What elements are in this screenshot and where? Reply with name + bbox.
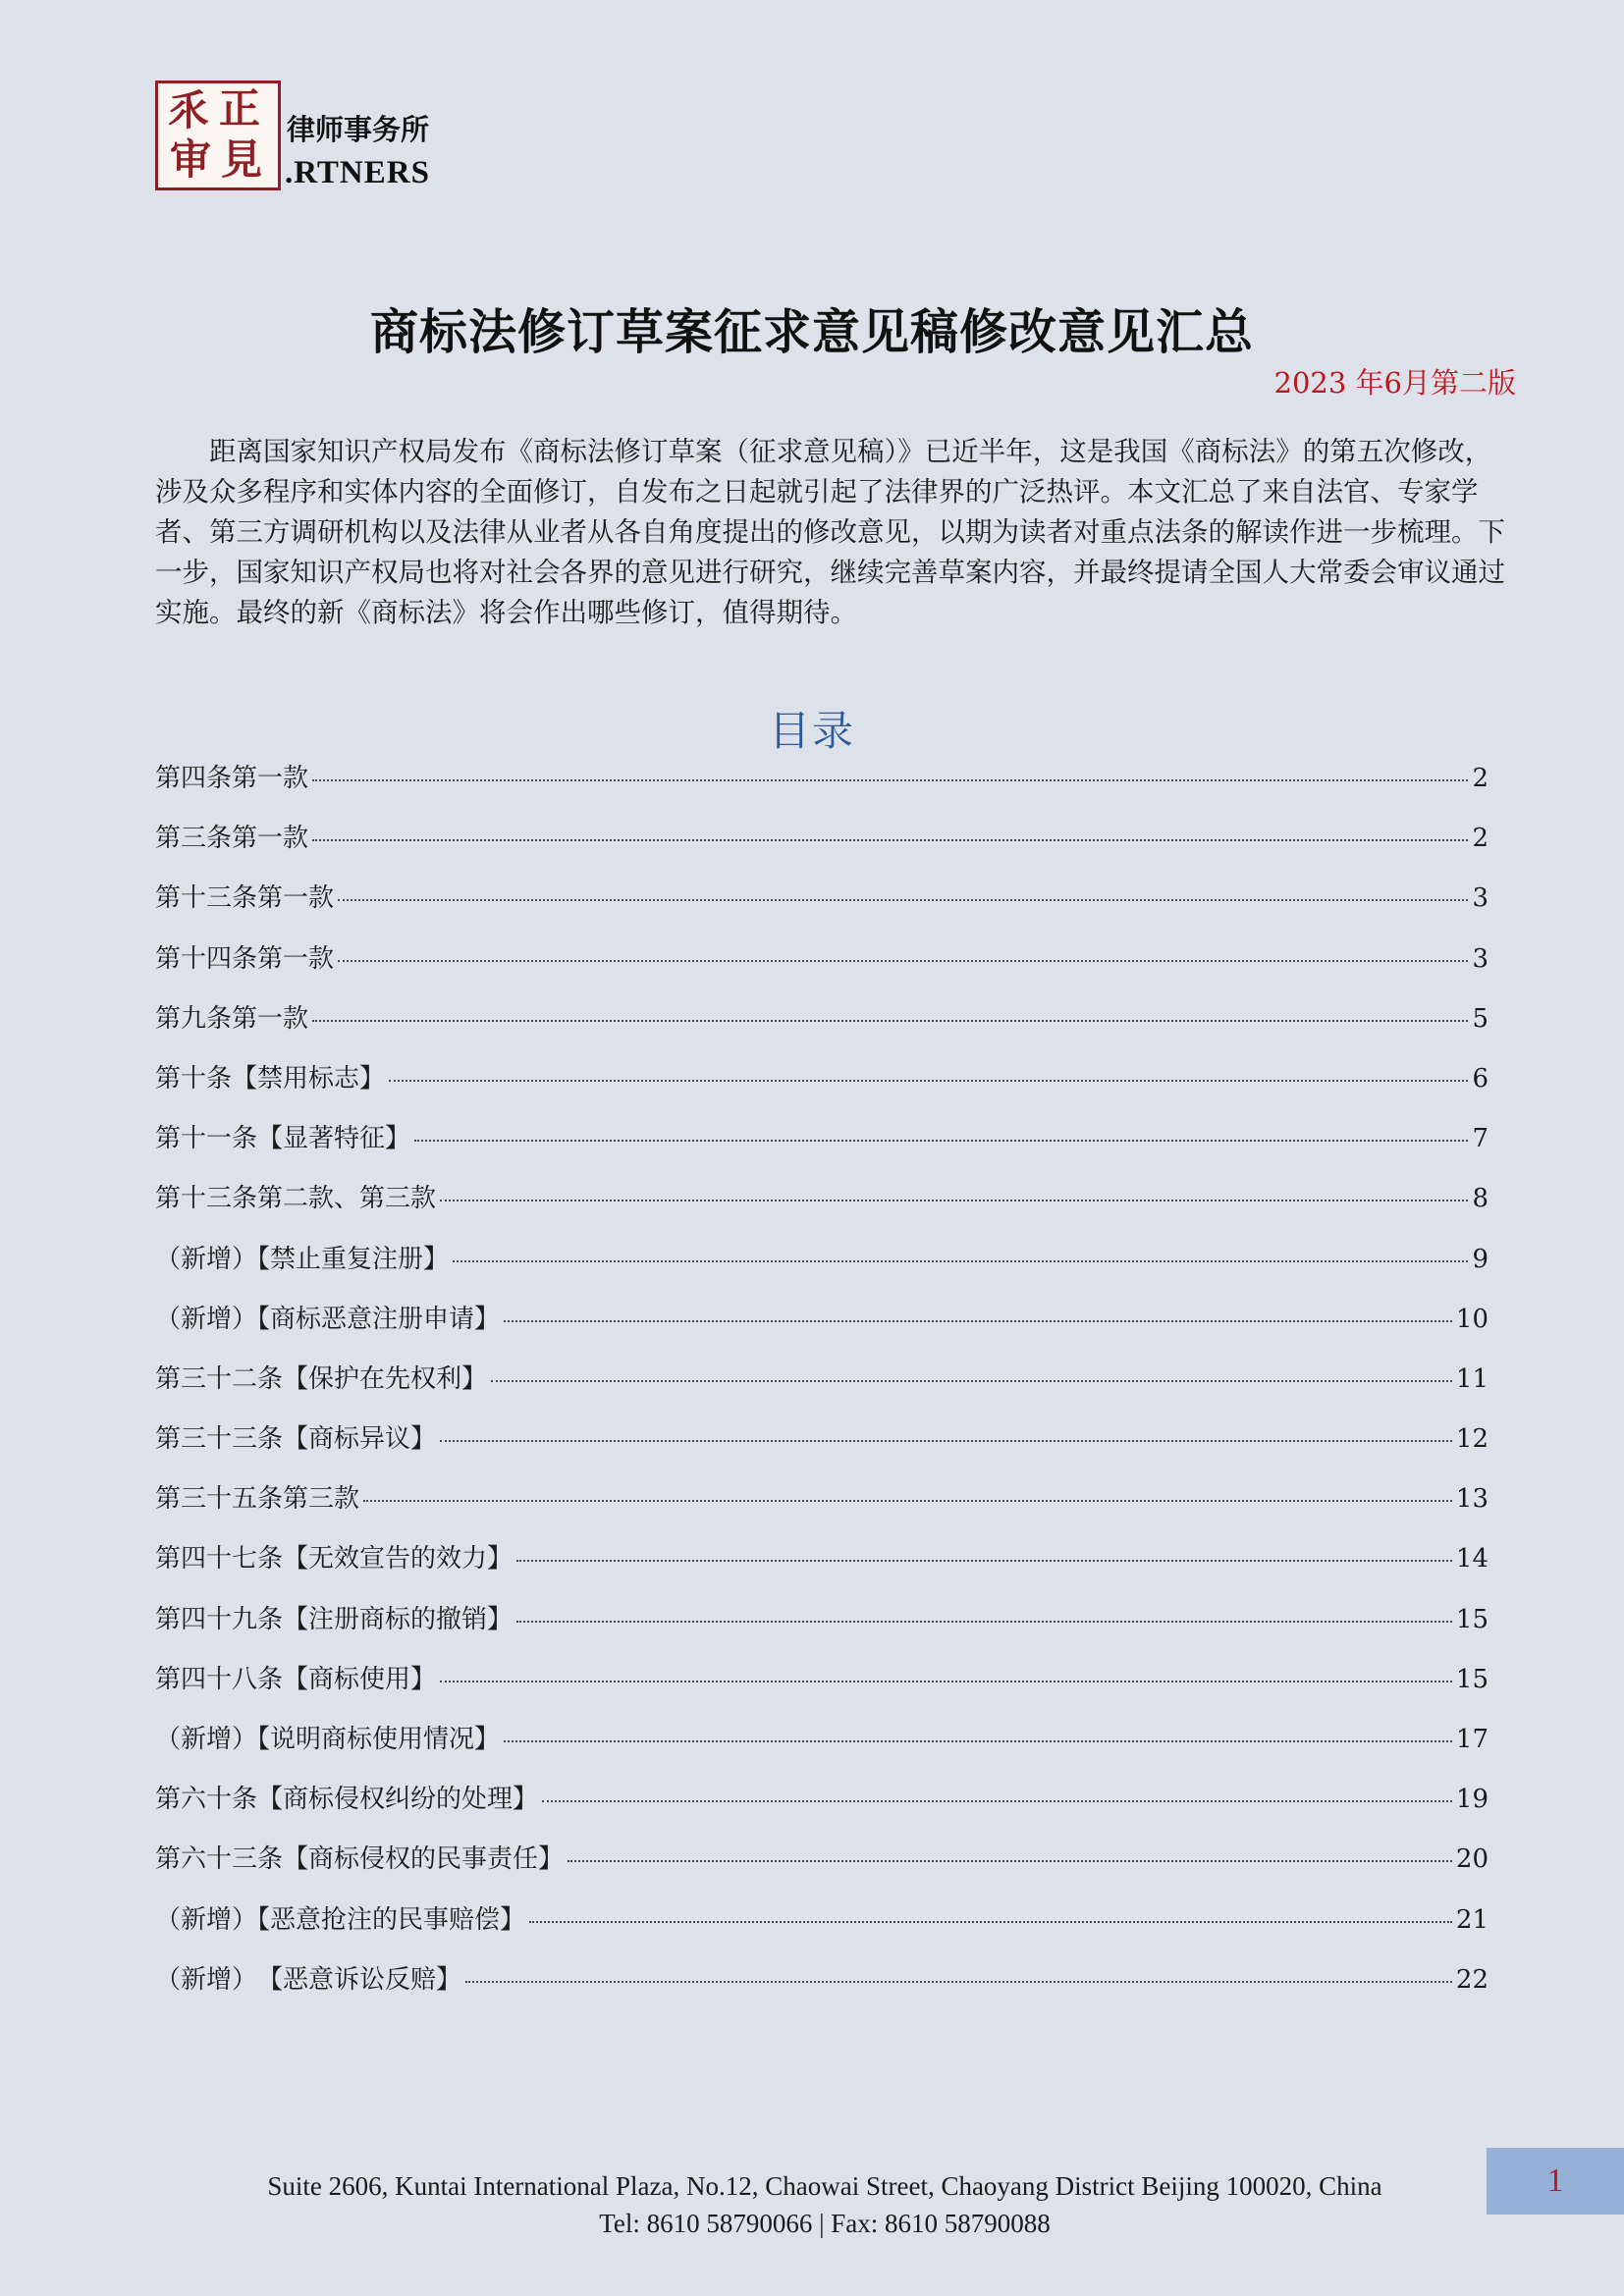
- toc-leader-dots: [389, 1080, 1468, 1082]
- toc-leader-dots: [529, 1921, 1452, 1923]
- toc-entry-page: 19: [1455, 1785, 1489, 1815]
- toc-leader-dots: [465, 1981, 1452, 1983]
- toc-leader-dots: [440, 1440, 1452, 1442]
- toc-entry-page: 20: [1455, 1844, 1489, 1875]
- toc-entry-page: 12: [1455, 1424, 1489, 1455]
- toc-entry[interactable]: [155, 1478, 1489, 1538]
- toc-leader-dots: [312, 839, 1468, 841]
- firm-partners-text: .RTNERS: [285, 155, 430, 190]
- seal-logo-icon: [155, 80, 281, 190]
- toc-entry[interactable]: [155, 1178, 1489, 1238]
- toc-entry[interactable]: [155, 1118, 1489, 1178]
- toc-entry[interactable]: [155, 1839, 1489, 1898]
- toc-entry-page: 21: [1455, 1904, 1489, 1935]
- seal-char: 正: [219, 84, 261, 133]
- toc-entry-label: （新增）【恶意抢注的民事赔偿】: [155, 1904, 526, 1935]
- toc-entry-page: 3: [1472, 883, 1489, 914]
- toc-entry[interactable]: [155, 1359, 1489, 1418]
- toc-entry-page: 17: [1455, 1725, 1489, 1754]
- toc-leader-dots: [542, 1800, 1452, 1802]
- seal-char: 审: [170, 135, 212, 184]
- toc-entry-label: 第四十七条【无效宣告的效力】: [155, 1544, 514, 1575]
- toc-entry-label: 第十一条【显著特征】: [155, 1124, 411, 1154]
- toc-leader-dots: [440, 1681, 1452, 1682]
- toc-entry-page: 15: [1455, 1604, 1489, 1634]
- toc-entry[interactable]: [155, 1058, 1489, 1118]
- toc-entry-label: 第六十条【商标侵权纠纷的处理】: [155, 1785, 539, 1815]
- toc-entry[interactable]: [155, 758, 1489, 818]
- toc-entry-label: 第四条第一款: [155, 764, 309, 793]
- firm-name: 律师事务所: [287, 113, 430, 146]
- seal-char: 見: [221, 135, 263, 184]
- toc-entry[interactable]: [155, 1959, 1489, 2019]
- toc-entry-label: （新增）【说明商标使用情况】: [155, 1725, 501, 1754]
- toc-entry-label: 第四十九条【注册商标的撤销】: [155, 1604, 514, 1634]
- toc-entry-label: 第三十三条【商标异议】: [155, 1424, 437, 1455]
- toc-title: 目录: [768, 707, 855, 755]
- toc-entry-page: 6: [1472, 1063, 1489, 1094]
- toc-entry[interactable]: [155, 1538, 1489, 1598]
- toc-leader-dots: [312, 779, 1468, 781]
- toc-entry-page: 2: [1472, 824, 1489, 854]
- toc-entry-page: 11: [1455, 1363, 1489, 1394]
- toc-entry-label: 第十条【禁用标志】: [155, 1063, 386, 1094]
- toc-entry[interactable]: [155, 1719, 1489, 1779]
- toc-entry-page: 5: [1472, 1003, 1489, 1034]
- toc-entry[interactable]: [155, 938, 1489, 998]
- toc-entry[interactable]: [155, 1659, 1489, 1719]
- toc-leader-dots: [338, 960, 1468, 962]
- intro-paragraph: 距离国家知识产权局发布《商标法修订草案（征求意见稿）》已近半年，这是我国《商标法》的第五次修改，涉及众多程序和实体内容的全面修订，自发布之日起就引起了法律界的广泛热评。本文汇总了来自法官、专家学者、第三方调研机构以及法律从业者从各自角度提出的修改意见，以期为读者对重点法条的解读作进一步梳理。下一步，国家知识产权局也将对社会各界的意见进行研究，继续完善草案内容，并最终提请全国人大常委会审议通过实施。最终的新《商标法》将会作出哪些修订，值得期待。: [155, 436, 1505, 628]
- toc-entry-page: 13: [1455, 1484, 1489, 1515]
- edition-label: 2023 年6月第二版: [1273, 366, 1516, 400]
- toc-entry-page: 15: [1455, 1664, 1489, 1694]
- toc-entry[interactable]: [155, 998, 1489, 1058]
- toc-entry-page: 8: [1472, 1184, 1489, 1214]
- toc-entry-page: 7: [1472, 1124, 1489, 1154]
- toc-entry-label: 第四十八条【商标使用】: [155, 1664, 437, 1694]
- footer-address: Suite 2606, Kuntai International Plaza, No.12, Chaowai Street, Chaoyang District Beijing 100020, China: [267, 2171, 1382, 2201]
- toc-leader-dots: [414, 1140, 1468, 1142]
- toc-entry-label: 第十三条第二款、第三款: [155, 1184, 437, 1214]
- toc-entry-label: 第十四条第一款: [155, 943, 335, 974]
- toc-entry-page: 22: [1455, 1964, 1489, 1995]
- footer-contact: Tel: 8610 58790066 | Fax: 8610 58790088: [599, 2209, 1051, 2238]
- toc-entry[interactable]: [155, 1779, 1489, 1839]
- toc-leader-dots: [568, 1860, 1452, 1862]
- toc-leader-dots: [312, 1020, 1468, 1022]
- toc-leader-dots: [338, 899, 1468, 901]
- toc-leader-dots: [504, 1320, 1452, 1322]
- toc-entry-label: 第三条第一款: [155, 824, 309, 854]
- toc-entry-label: 第九条第一款: [155, 1003, 309, 1034]
- toc-entry[interactable]: [155, 1418, 1489, 1478]
- toc-entry-label: 第三十五条第三款: [155, 1484, 360, 1515]
- toc-leader-dots: [516, 1560, 1452, 1562]
- toc-entry-page: 9: [1472, 1244, 1489, 1274]
- firm-logo: [155, 80, 479, 198]
- toc-leader-dots: [453, 1260, 1468, 1262]
- table-of-contents: [155, 758, 1489, 2019]
- document-title: 商标法修订草案征求意见稿修改意见汇总: [369, 303, 1254, 360]
- toc-leader-dots: [491, 1380, 1452, 1382]
- toc-leader-dots: [516, 1621, 1452, 1623]
- toc-entry[interactable]: [155, 818, 1489, 878]
- toc-entry-page: 2: [1472, 764, 1489, 793]
- toc-entry[interactable]: [155, 1899, 1489, 1959]
- toc-entry-label: （新增）【商标恶意注册申请】: [155, 1304, 501, 1334]
- toc-leader-dots: [504, 1740, 1452, 1742]
- toc-entry-page: 14: [1455, 1544, 1489, 1575]
- toc-leader-dots: [363, 1500, 1452, 1502]
- toc-entry[interactable]: [155, 1299, 1489, 1359]
- toc-entry[interactable]: [155, 1239, 1489, 1299]
- toc-entry-page: 10: [1455, 1304, 1489, 1334]
- toc-entry[interactable]: [155, 1599, 1489, 1659]
- seal-char: 乑: [168, 86, 210, 134]
- page-number: 1: [1487, 2148, 1624, 2215]
- toc-entry[interactable]: [155, 878, 1489, 937]
- toc-entry-label: 第三十二条【保护在先权利】: [155, 1363, 488, 1394]
- toc-entry-label: （新增） 【恶意诉讼反赔】: [155, 1964, 462, 1995]
- toc-entry-label: （新增）【禁止重复注册】: [155, 1244, 450, 1274]
- toc-entry-label: 第六十三条【商标侵权的民事责任】: [155, 1844, 565, 1875]
- toc-entry-page: 3: [1472, 943, 1489, 974]
- toc-leader-dots: [440, 1200, 1468, 1201]
- toc-entry-label: 第十三条第一款: [155, 883, 335, 914]
